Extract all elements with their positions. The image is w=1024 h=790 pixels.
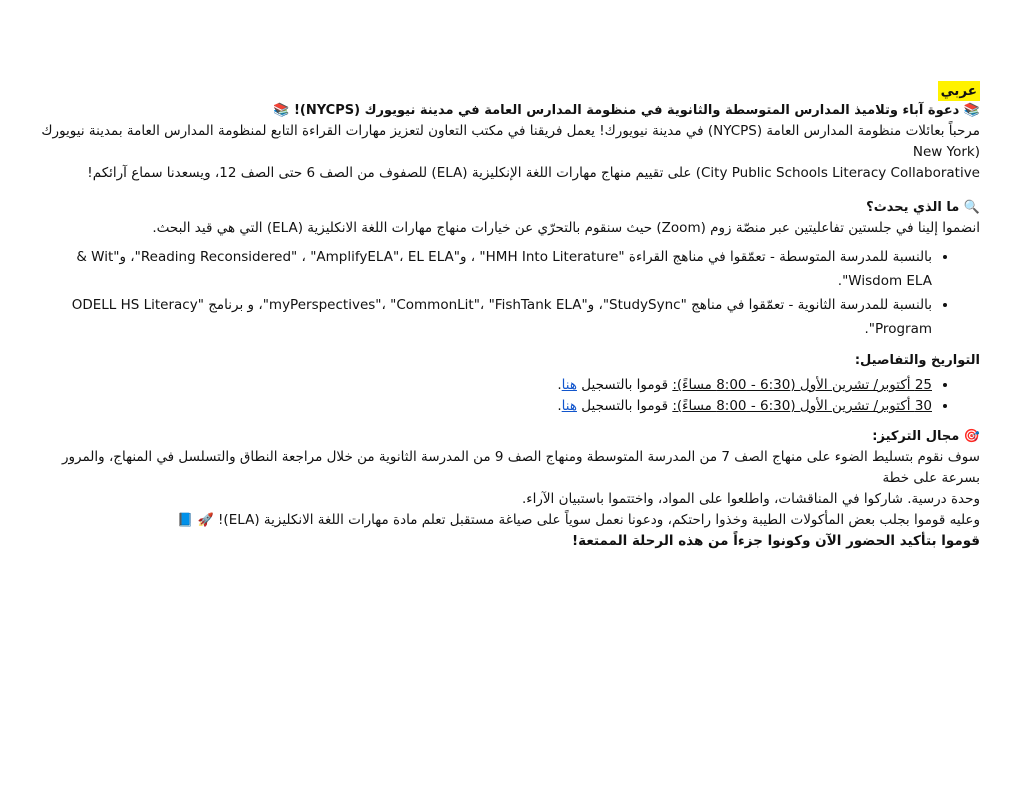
date-item: • 30 أكتوبر/ تشرين الأول (6:30 - 8:00 مساءً): قوموا بالتسجيل هنا. [36,396,932,417]
focus-line-2: وحدة درسية. شاركوا في المناقشات، واطلعوا على المواد، واختتموا باستبيان الآراء. [521,491,980,507]
books-icon: 📚 [273,103,290,118]
register-link[interactable]: هنا [561,398,577,414]
books-icon: 📚 [963,103,980,118]
programs-list [36,245,980,341]
target-icon: 🎯 [963,429,980,444]
language-tag: عربي [938,81,980,101]
document-page [36,80,980,552]
date-item: • 25 أكتوبر/ تشرين الأول (6:30 - 8:00 مساءً): قوموا بالتسجيل هنا. [36,375,932,396]
what-heading [36,198,980,218]
dates-heading: التواريخ والتفاصيل: [854,353,980,368]
focus-line-1: سوف نقوم بتسليط الضوء على منهاج الصف 7 من المدرسة المتوسطة ومنهاج الصف 9 من المدرسة الثانوية من خلال مراجعة النطاق والتسلسل في المنهاج، والمرور بسرعة على خطة [61,449,980,486]
register-text: قوموا بالتسجيل [581,377,669,393]
intro-line-2: City Public Schools Literacy Collaborative) على تقييم منهاج مهارات اللغة الإنكليزية (ELA) للصفوف من الصف 6 حتى الصف 12، ويسعدنا سماع آرائكم! [87,165,980,181]
intro-line-1: مرحباً بعائلات منظومة المدارس العامة (NYCPS) في مدينة نيويورك! يعمل فريقنا في مكتب التعاون لتعزيز مهارات القراءة التابع لمنظومة المدارس العامة بمدينة نيويورك (New York [41,123,980,160]
document-title [36,101,980,121]
program-item-high: • بالنسبة للمدرسة الثانوية - تعمّقوا في مناهج "StudySync"، و"myPerspectives"، "CommonLit"، "FishTank ELA"، و برنامج "ODELL HS Literacy Program". [36,293,932,341]
date-text: 30 أكتوبر/ تشرين الأول (6:30 - 8:00 مساءً): [672,398,932,414]
closing-text: وعليه قوموا بجلب بعض المأكولات الطيبة وخذوا راحتكم، ودعونا نعمل سوياً على صياغة مستقبل تعلم مادة مهارات اللغة الانكليزية (ELA)! 🚀 📘 [177,512,980,528]
focus-heading [36,427,980,447]
register-text: قوموا بالتسجيل [581,398,669,414]
rsvp-text: قوموا بتأكيد الحضور الآن وكونوا جزءاً من هذه الرحلة الممتعة! [572,533,980,549]
rocket-book-icon: 🚀 📘 [177,513,214,528]
what-text: انضموا إلينا في جلستين تفاعليتين عبر منصّة زوم (Zoom) حيث سنقوم بالتحرّي عن خيارات منهاج مهارات اللغة الانكليزية (ELA) التي هي قيد البحث. [152,220,980,236]
dates-list [36,375,980,417]
date-text: 25 أكتوبر/ تشرين الأول (6:30 - 8:00 مساءً): [672,377,932,393]
magnifier-icon: 🔍 [963,200,980,215]
title-text: دعوة آباء وتلاميذ المدارس المتوسطة والثانوية في منظومة المدارس العامة في مدينة نيويورك (NYCPS)! [293,103,960,118]
program-item-middle: • بالنسبة للمدرسة المتوسطة - تعمّقوا في مناهج القراءة "HMH Into Literature" ، و"Reading Reconsidered" ، "AmplifyELA"، EL ELA"، و"Wit & Wisdom ELA". [36,245,932,293]
what-heading-text: ما الذي يحدث؟ [866,200,960,215]
focus-heading-text: مجال التركيز: [872,429,960,444]
register-link[interactable]: هنا [561,377,577,393]
